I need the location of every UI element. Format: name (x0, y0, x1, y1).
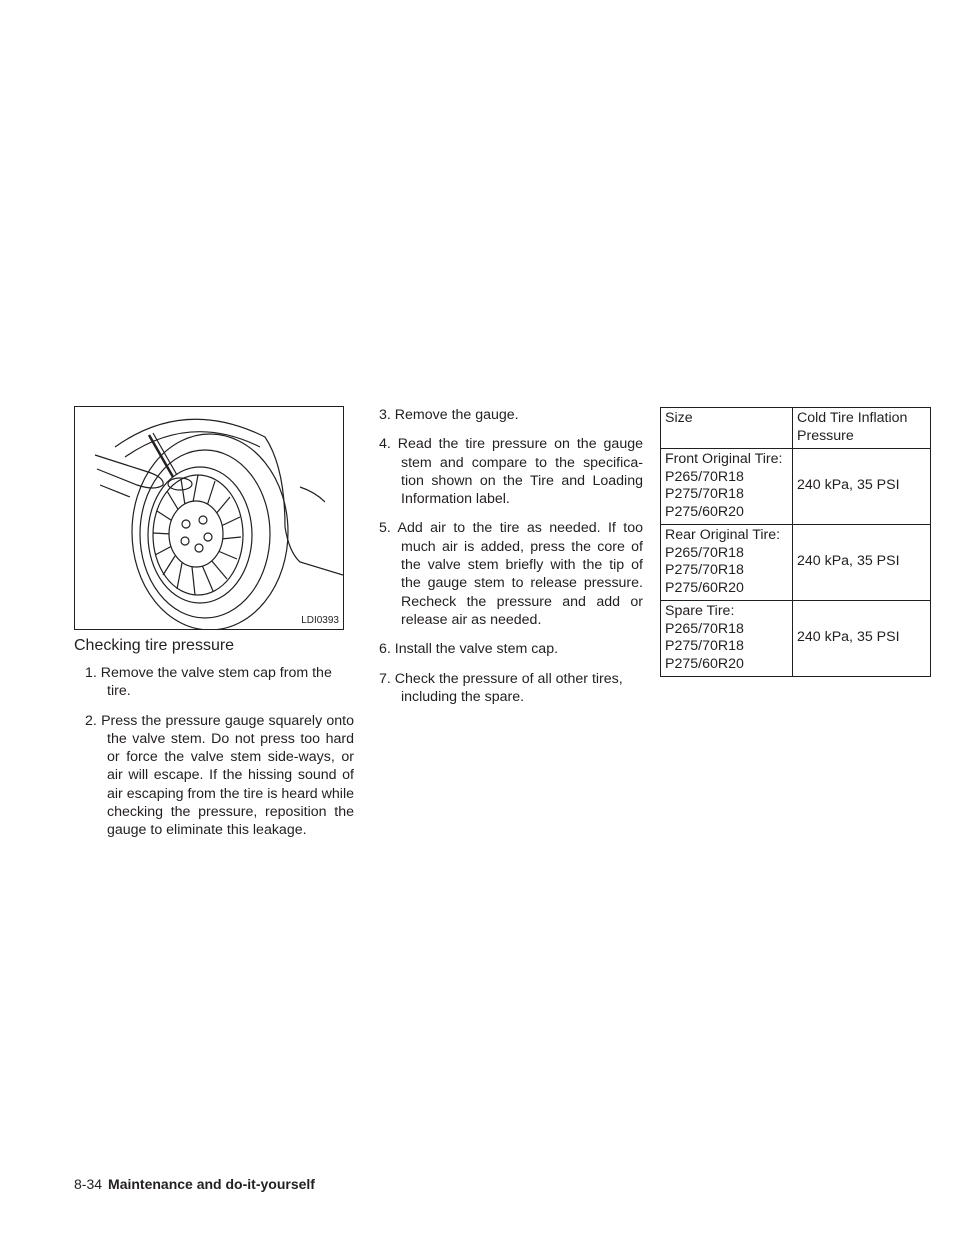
step-2 (74, 712, 354, 840)
tire-size: P275/70R18 (665, 562, 744, 578)
step-number: 6. (379, 641, 391, 658)
step-number: 5. (379, 520, 391, 537)
tire-size: P275/70R18 (665, 486, 744, 502)
tire-size: P275/60R20 (665, 503, 744, 520)
section-title: Checking tire pressure (74, 637, 235, 654)
wheel-gauge-drawing (75, 407, 344, 630)
table-header-row (661, 408, 931, 449)
pressure-cell: 240 kPa, 35 PSI (793, 601, 931, 677)
tire-pressure-illustration (74, 406, 344, 630)
step-6 (368, 640, 643, 658)
tire-size-cell (661, 525, 793, 601)
step-text: Remove the gauge. (394, 407, 519, 423)
tire-label: Rear Original Tire: (665, 527, 781, 543)
step-text: Add air to the tire as needed. If too much air is added, press the core of the valve stem briefly with the tip of the gauge stem to release pressure. Recheck the pressure and add or release air as needed. (397, 520, 643, 628)
figure-label: LDI0393 (301, 615, 339, 626)
tire-label: Front Original Tire: (665, 451, 783, 467)
tire-size: P265/70R18 (665, 544, 744, 561)
step-number: 7. (379, 670, 391, 687)
tire-label: Spare Tire: (665, 603, 735, 619)
step-text: Install the valve stem cap. (394, 641, 559, 658)
tire-size: P265/70R18 (665, 468, 744, 485)
pressure-cell: 240 kPa, 35 PSI (793, 449, 931, 525)
steps-list-column-2 (368, 406, 643, 717)
step-number: 2. (85, 712, 97, 729)
step-number: 3. (379, 407, 391, 423)
table-row (661, 449, 931, 525)
step-number: 1. (85, 665, 97, 681)
tire-size: P265/70R18 (665, 620, 744, 637)
tire-size: P275/70R18 (665, 638, 744, 654)
header-cold-pressure: Cold Tire Inflation Pressure (793, 408, 931, 449)
step-text: Check the pressure of all other tires, including the spare. (394, 670, 623, 705)
step-number: 4. (379, 436, 391, 453)
table-row (661, 525, 931, 601)
step-text: Read the tire pressure on the gauge stem and compare to the specifica-tion shown on the Tire and Loading Information label. (397, 436, 643, 508)
table-row (661, 601, 931, 677)
step-5 (368, 519, 643, 629)
pressure-cell: 240 kPa, 35 PSI (793, 525, 931, 601)
step-4 (368, 435, 643, 508)
step-7 (368, 670, 643, 707)
steps-list-column-1 (74, 664, 354, 851)
chapter-title: Maintenance and do-it-yourself (108, 1176, 315, 1192)
step-text: Remove the valve stem cap from the tire. (100, 665, 332, 700)
page-footer (74, 1175, 315, 1193)
tire-size: P275/60R20 (665, 579, 744, 596)
step-text: Press the pressure gauge squarely onto the valve stem. Do not press too hard or force the valve stem side-ways, or air will escape. If the hissing sound of air escaping from the tire is heard while checking the pressure, reposition the gauge to eliminate this leakage. (101, 712, 354, 839)
tire-pressure-table (660, 407, 931, 677)
header-size: Size (661, 408, 793, 449)
tire-size: P275/60R20 (665, 655, 744, 672)
page-number: 8-34 (74, 1176, 103, 1192)
tire-size-cell (661, 601, 793, 677)
tire-size-cell (661, 449, 793, 525)
step-3 (368, 406, 643, 424)
step-1 (74, 664, 354, 701)
